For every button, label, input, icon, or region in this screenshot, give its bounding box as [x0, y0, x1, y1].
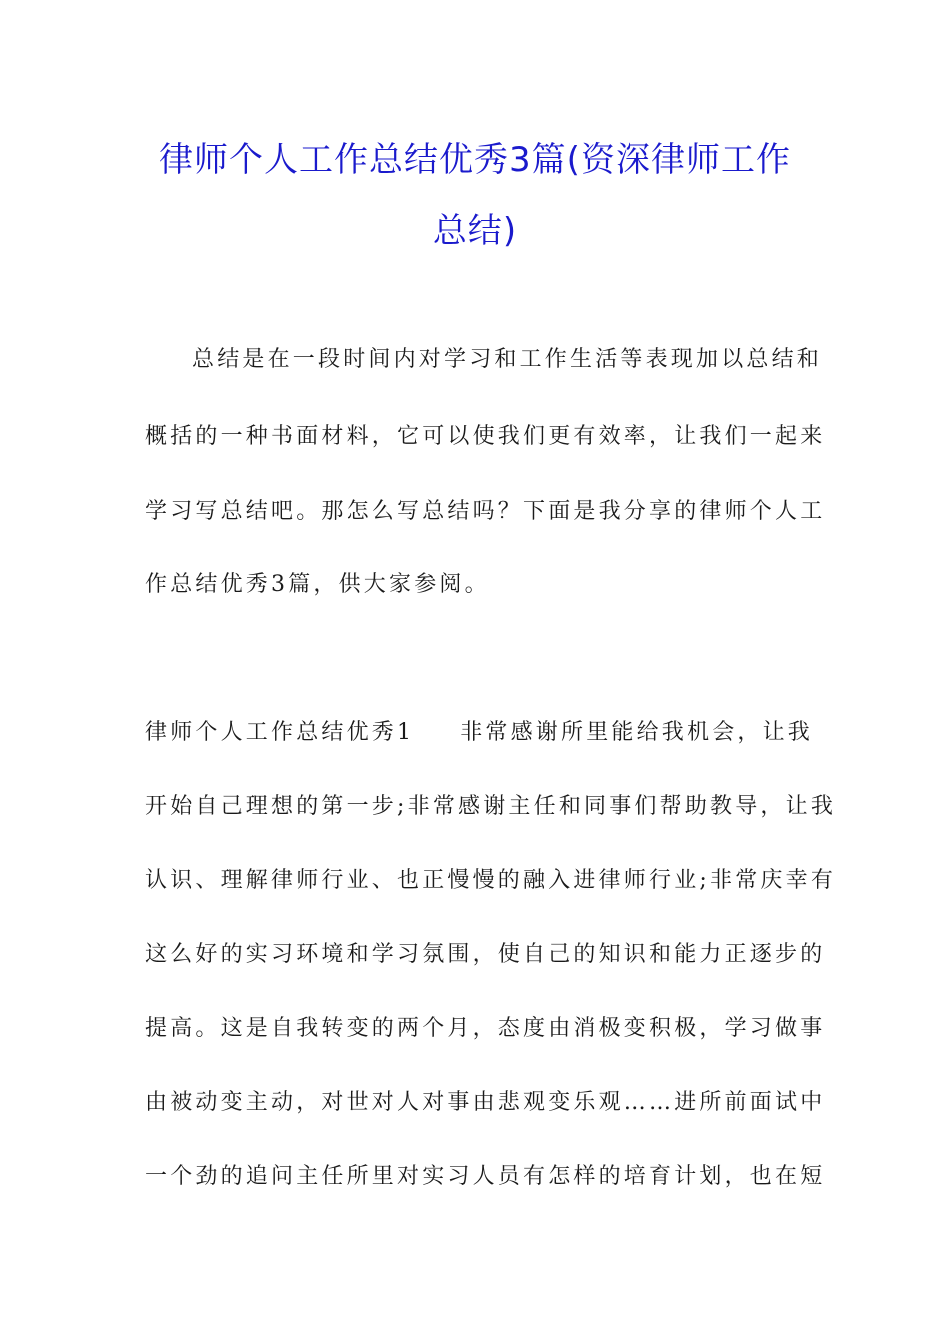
section-1-line-7: 一个劲的追问主任所里对实习人员有怎样的培育计划，也在短 — [145, 1164, 826, 1189]
section-1-text-start: 非常感谢所里能给我机会，让我 — [460, 720, 814, 745]
section-1-line-3: 认识、理解律师行业、也正慢慢的融入进律师行业;非常庆幸有 — [145, 868, 837, 893]
document-title-line-2: 总结) — [432, 211, 518, 251]
intro-paragraph-line-4: 作总结优秀3篇，供大家参阅。 — [145, 572, 490, 597]
section-1-line-5: 提高。这是自我转变的两个月，态度由消极变积极，学习做事 — [145, 1016, 826, 1041]
section-1-heading: 律师个人工作总结优秀1 — [145, 720, 415, 745]
document-title-line-1: 律师个人工作总结优秀3篇(资深律师工作 — [159, 140, 791, 180]
intro-paragraph-line-3: 学习写总结吧。那怎么写总结吗？下面是我分享的律师个人工 — [145, 499, 826, 524]
intro-paragraph-line-2: 概括的一种书面材料，它可以使我们更有效率，让我们一起来 — [145, 424, 826, 449]
section-1-line-6: 由被动变主动，对世对人对事由悲观变乐观……进所前面试中 — [145, 1090, 826, 1115]
section-1-line-4: 这么好的实习环境和学习氛围，使自己的知识和能力正逐步的 — [145, 942, 826, 967]
section-1-first-line — [145, 718, 814, 748]
section-1-line-2: 开始自己理想的第一步;非常感谢主任和同事们帮助教导，让我 — [145, 794, 837, 819]
intro-paragraph-line-1: 总结是在一段时间内对学习和工作生活等表现加以总结和 — [192, 347, 823, 372]
